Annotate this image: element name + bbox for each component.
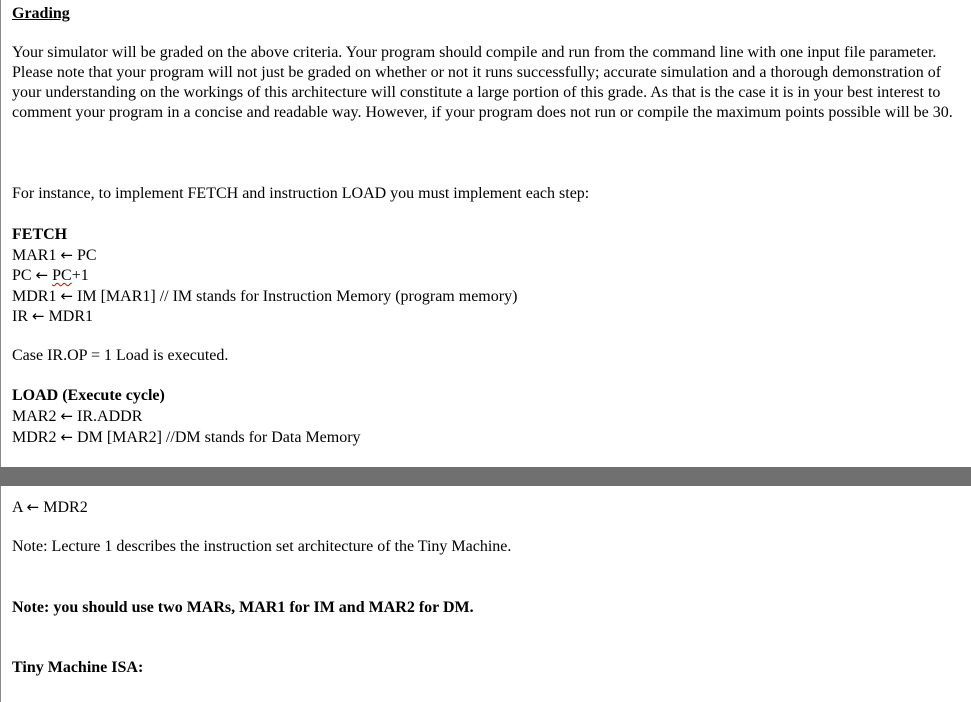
left-arrow-icon: ← <box>60 287 74 305</box>
left-arrow-icon: ← <box>26 498 40 516</box>
page-break-gap <box>0 467 971 486</box>
load-step-1: MAR2 ← IR.ADDR <box>12 407 143 425</box>
left-arrow-icon: ← <box>60 428 74 446</box>
left-arrow-icon: ← <box>60 407 74 425</box>
load-step-2: MDR2 ← DM [MAR2] //DM stands for Data Memory <box>12 428 361 446</box>
document-page-bottom <box>0 486 971 702</box>
load-title: LOAD (Execute cycle) <box>12 387 165 404</box>
fetch-step-4: IR ← MDR1 <box>12 307 94 325</box>
isa-heading: Tiny Machine ISA: <box>12 659 144 676</box>
intro-paragraph: Your simulator will be graded on the above criteria. Your program should compile and run from the command line with one input file parameter. Please note that your program will not just be graded on whether or not it runs successfully; accurate simulation and a thorough demonstration of your understanding on the workings of this architecture will constitute a large portion of this grade. As that is the case it is in your best interest to comment your program in a concise and readable way. However, if your program does not run or compile the maximum points possible will be 30. <box>12 44 953 121</box>
left-arrow-icon: ← <box>35 266 49 284</box>
case-line: Case IR.OP = 1 Load is executed. <box>12 347 229 364</box>
grading-heading: Grading <box>12 5 70 22</box>
note-mars: Note: you should use two MARs, MAR1 for IM and MAR2 for DM. <box>12 599 474 616</box>
left-arrow-icon: ← <box>60 246 74 264</box>
fetch-title: FETCH <box>12 226 68 243</box>
fetch-step-3: MDR1 ← IM [MAR1] // IM stands for Instruction Memory (program memory) <box>12 287 518 305</box>
fetch-step-2: PC ← PC+1 <box>12 266 89 284</box>
fetch-step-1: MAR1 ← PC <box>12 246 97 264</box>
note-lecture: Note: Lecture 1 describes the instruction set architecture of the Tiny Machine. <box>12 538 512 555</box>
spellcheck-word: PC <box>52 267 72 284</box>
load-step-3: A ← MDR2 <box>12 498 88 516</box>
instance-sentence: For instance, to implement FETCH and instruction LOAD you must implement each step: <box>12 185 590 202</box>
left-arrow-icon: ← <box>32 307 45 325</box>
